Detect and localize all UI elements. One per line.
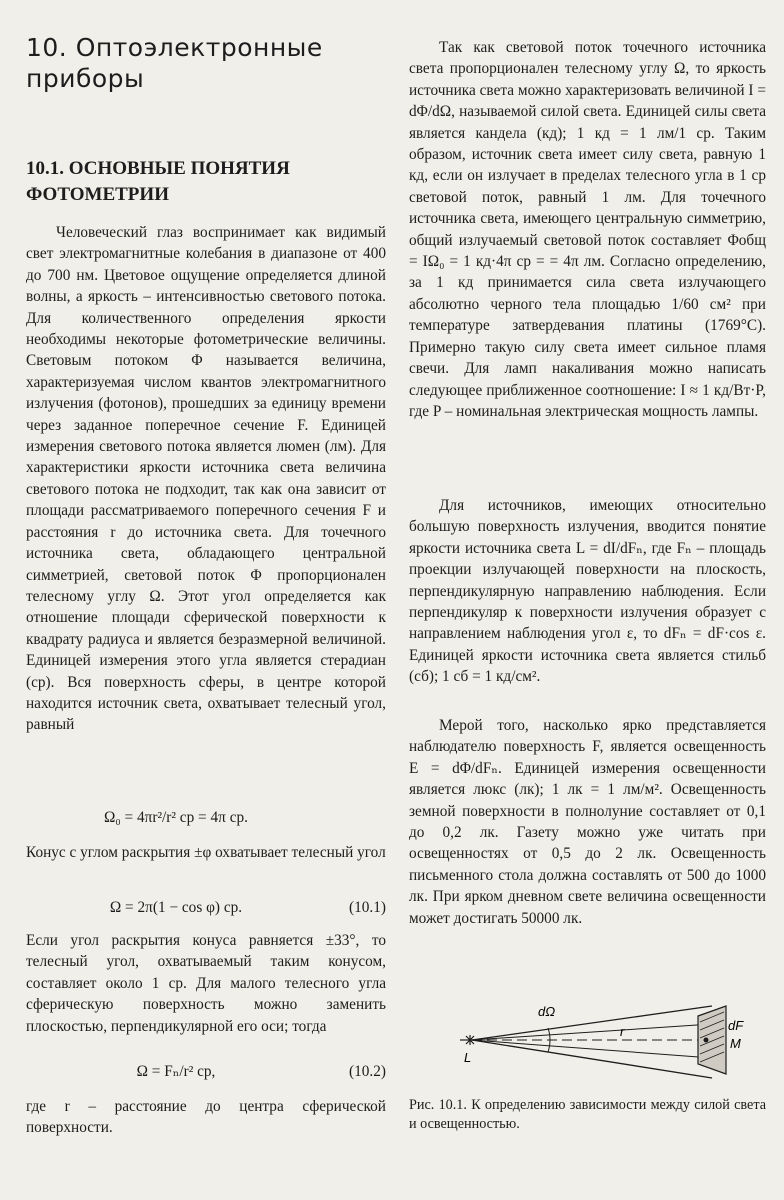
left-paragraph-2: Конус с углом раскрытия ±φ охватывает телесный угол: [26, 844, 386, 861]
right-paragraph-2: Для источников, имеющих относительно большую поверхность излучения, вводится понятие яркости источника света L = dI/dFₙ, где Fₙ – площадь проекции излучающей поверхности на плоскость, перпендикулярную направлению наблюдения. Если перпендикуляр к поверхности излучения образует с направлением наблюдения угол ε, то dFₙ = dF·cos ε. Единицей яркости источника света является стильб (сб); 1 сб = 1 кд/см².: [409, 497, 766, 686]
right-paragraph-1: Так как световой поток точечного источника света пропорционален телесному углу Ω, то яркость источника света можно характеризовать величиной I = dΦ/dΩ, называемой силой света. Единицей силы света является кандела (кд); 1 кд = 1 лм/1 ср. Таким образом, источник света имеет силу света, равную 1 кд, если он излучает в пределах телесного угла в 1 ср световой поток, равный 1 лм. Для точечного источника света, имеющего центральную симметрию, общий излучаемый световой поток составляет Φобщ = IΩ₀ = 1 кд·4π ср = = 4π лм. Согласно определению, за 1 кд принимается сила света излучающего абсолютно черного тела площадью 1/60 см² при температуре затвердевания платины (1769°С). Примерно такую силу света имеет сильное пламя свечи. Для ламп накаливания можно написать следующее приближенное соотношение: I ≈ 1 кд/Вт·P, где P – номинальная электрическая мощность лампы.: [409, 39, 766, 420]
left-paragraph-1-block: [26, 222, 386, 736]
section-title: [26, 156, 386, 208]
right-paragraph-1-block: [409, 37, 766, 422]
label-L: L: [464, 1050, 472, 1065]
section-title-line2: ФОТОМЕТРИИ: [26, 184, 169, 205]
label-M: M: [730, 1036, 741, 1051]
figure-10-1-diagram: [440, 1000, 750, 1080]
formula-10-2-number: (10.2): [349, 1063, 386, 1080]
left-paragraph-4: где r – расстояние до центра сферической поверхности.: [26, 1098, 386, 1137]
light-source-icon: [460, 1035, 474, 1045]
section-title-line1: 10.1. ОСНОВНЫЕ ПОНЯТИЯ: [26, 158, 290, 179]
cone-inner-upper: [472, 1024, 712, 1040]
cone-inner-lower: [472, 1040, 712, 1058]
left-paragraph-4-block: [26, 1096, 386, 1139]
formula-10-1-number: (10.1): [349, 899, 386, 916]
left-paragraph-1: Человеческий глаз воспринимает как видимый свет электромагнитные колебания в диапазоне от 400 до 700 нм. Цветовое ощущение определяется длиной волны, а яркость – интенсивностью светового потока. Для количественного определения яркости необходимы некоторые фотометрические величины. Световым потоком Φ называется величина, характеризуемая числом квантов электромагнитного излучения (фотонов), прошедших за единицу времени через заданное поперечное сечение F. Единицей измерения светового потока является люмен (лм). Для характеристики яркости источника света величина светового потока не подходит, так как она зависит от площади рассматриваемого поперечного сечения F и расстояния r до источника света. Для точечного источника света, обладающего центральной симметрией, световой поток Φ пропорционален телесному углу Ω. Этот угол определяется как отношение площади сферической поверхности к квадрату радиуса и является безразмерной величиной. Единицей измерения этого угла является стерадиан (ср). Вся поверхность сферы, в центре которой находится источник света, охватывает телесный угол, равный: [26, 224, 386, 734]
label-r: r: [620, 1024, 625, 1039]
formula-omega0-expr: Ω₀ = 4πr²/r² ср = 4π ср.: [104, 809, 248, 826]
point-M-marker: [704, 1038, 709, 1043]
chapter-title-line1: 10. Оптоэлектронные: [26, 33, 323, 62]
left-paragraph-3-block: [26, 930, 386, 1037]
right-paragraph-3: Мерой того, насколько ярко представляется наблюдателю поверхность F, является освещенность E = dΦ/dFₙ. Единицей измерения освещенности является люкс (лк); 1 лк = 1 лм/м². Освещенность земной поверхности в полнолуние составляет от 0,1 до 0,2 лк. Газету можно уже читать при освещенностях от 0,5 до 2 лк. Освещенность письменного стола должна составлять от 500 до 1000 лк. При ярком дневном свете величина освещенности может достигать 50000 лк.: [409, 717, 766, 927]
cone-lower-edge: [472, 1040, 712, 1078]
surface-dF-area: [698, 1006, 726, 1074]
left-paragraph-2-block: [26, 842, 386, 863]
left-paragraph-3: Если угол раскрытия конуса равняется ±33°, то телесный угол, охватываемый таким конусом, составляет около 1 ср. Для малого телесного угла сферическую поверхность можно заменить плоскостью, перпендикулярной его оси; тогда: [26, 932, 386, 1035]
chapter-title-line2: приборы: [26, 64, 145, 93]
label-dF: dF: [728, 1018, 744, 1033]
label-dOmega: dΩ: [538, 1004, 556, 1019]
formula-10-2-expr: Ω = Fₙ/r² ср,: [136, 1063, 216, 1080]
right-paragraph-2-block: [409, 495, 766, 688]
right-paragraph-3-block: [409, 715, 766, 929]
cone-upper-edge: [472, 1006, 712, 1040]
chapter-title: [26, 32, 386, 94]
formula-10-1-expr: Ω = 2π(1 − cos φ) ср.: [109, 899, 243, 916]
figure-caption: Рис. 10.1. К определению зависимости между силой света и освещенностью.: [409, 1097, 766, 1132]
